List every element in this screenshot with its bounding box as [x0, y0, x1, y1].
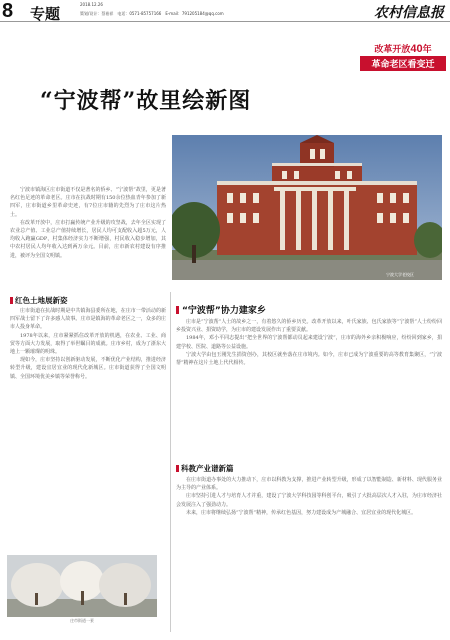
left-paragraph: 1978年以来，庄市紧紧抓住改革开放的机遇，在农业、工业、商贸等方面大力发展，取得了举世瞩目的成就。庄市乡村，成为了浙东大地上一颗璀璨的明珠。 — [10, 332, 166, 356]
issue-date: 2018.12.26 — [80, 2, 103, 7]
badge-prefix: 改革开放 — [374, 45, 411, 55]
lead-text — [10, 186, 166, 260]
section-mid-text — [176, 318, 442, 367]
bottom-paragraph: 未来，庄市将继续弘扬“宁波帮”精神，传承红色基因，努力建设成为产城融合、宜居宜业的现代化城区。 — [186, 509, 417, 516]
mid-paragraph: 1984年，邓小平同志提出“把全世界的宁波帮都动员起来建设宁波”，庄市的海外乡亲积极响应，纷纷回到家乡，捐建学校、医院、道路等公益设施。 — [176, 335, 442, 350]
left-paragraph: 现如今，庄市坚持以创新驱动发展，不断优化产业结构，推进经济转型升级，建设宜居宜业的现代化新城区。庄市街道获得了全国文明镇、全国环境优美乡镇等荣誉称号。 — [10, 357, 166, 380]
section-title-sci-edu: 科教产业谱新篇 — [176, 463, 234, 474]
column-rule — [170, 292, 171, 632]
mid-paragraph: 庄市是“宁波帮”人士的故乡之一，有着悠久的侨乡历史。改革开放以来，叶氏家族、包氏家族等“宁波帮”人士纷纷回乡投资兴业、捐资助学，为庄市的建设发展作出了重要贡献。 — [176, 319, 442, 334]
badge-line2: 革命老区看变迁 — [360, 56, 446, 71]
badge-suffix: 年 — [422, 45, 432, 55]
page-headline: “宁波帮”故里绘新图 — [40, 88, 252, 114]
section-left-text — [10, 307, 166, 381]
masthead — [0, 0, 450, 22]
main-photo — [172, 135, 442, 280]
lead-paragraph: 在改革开放中，庄市打赢传统产业升级的攻坚战，去年全区实现了农业总产值、工业总产值持续增长，居民人均可支配收入超5万元，人均收入跑赢GDP，村集体经济实力不断增强，村民收入稳步增加，其中农村居民人均年收入达到两万余元。目前，庄市新农村建设有序推进，被评为全国文明镇。 — [10, 219, 166, 259]
badge-number: 40 — [410, 43, 423, 55]
bottom-photo-caption: 庄市街道一景 — [70, 618, 94, 623]
editor-line: 策划/设计：蔡裕祥 电话：0571-85757166 E-mail：791205184@qq.com — [80, 11, 224, 16]
page-number: 8 — [2, 0, 14, 22]
badge-line1 — [360, 42, 446, 55]
section-title-ningbo-bang: “宁波帮”协力建家乡 — [176, 303, 266, 316]
mid-paragraph: 宁波大学由包玉刚先生捐资创办，其校区就坐落在庄市境内。如今，庄市已成为宁波重要的高等教育集聚区，“宁波帮”精神在这片土地上代代相传。 — [176, 351, 442, 367]
left-paragraph: 庄市街道在抗战时期是中共镇海县委所在地，在庄市一带活动的新四军战士留下了许多感人故事。庄市是镇海的革命老区之一，众多的庄市人投身革命。 — [10, 308, 166, 331]
lead-paragraph: 宁波市镇海区庄市街道不仅是著名的侨乡、“宁波帮”故里，更是著名红色足迹的革命老区。庄市在抗战时期有150余位热血青年参加了新四军，庄市街道乡里革命史迹，有7位庄市籍的先烈为了庄市这片热土。 — [10, 187, 166, 218]
bottom-photo — [7, 555, 157, 617]
bottom-paragraph: 在庄市街道办事处的大力推动下，庄市以科教为支撑，推进产业转型升级，形成了以智能制造、新材料、现代服务业为主导的产业体系。 — [176, 477, 442, 492]
section-bottom-text — [176, 476, 442, 517]
photo-credit: 宁波大学老校区 — [386, 272, 414, 277]
section-name: 专题 — [30, 5, 61, 23]
bottom-paragraph: 庄市坚持引进人才与培育人才并重，建设了宁波大学科技园等科创平台，吸引了大批高层次人才入驻，为庄市经济社会发展注入了强劲动力。 — [176, 493, 442, 508]
paper-name: 农村信息报 — [374, 5, 444, 21]
reform-badge — [360, 42, 446, 71]
section-title-red-land: 红色土地展新姿 — [10, 295, 68, 306]
